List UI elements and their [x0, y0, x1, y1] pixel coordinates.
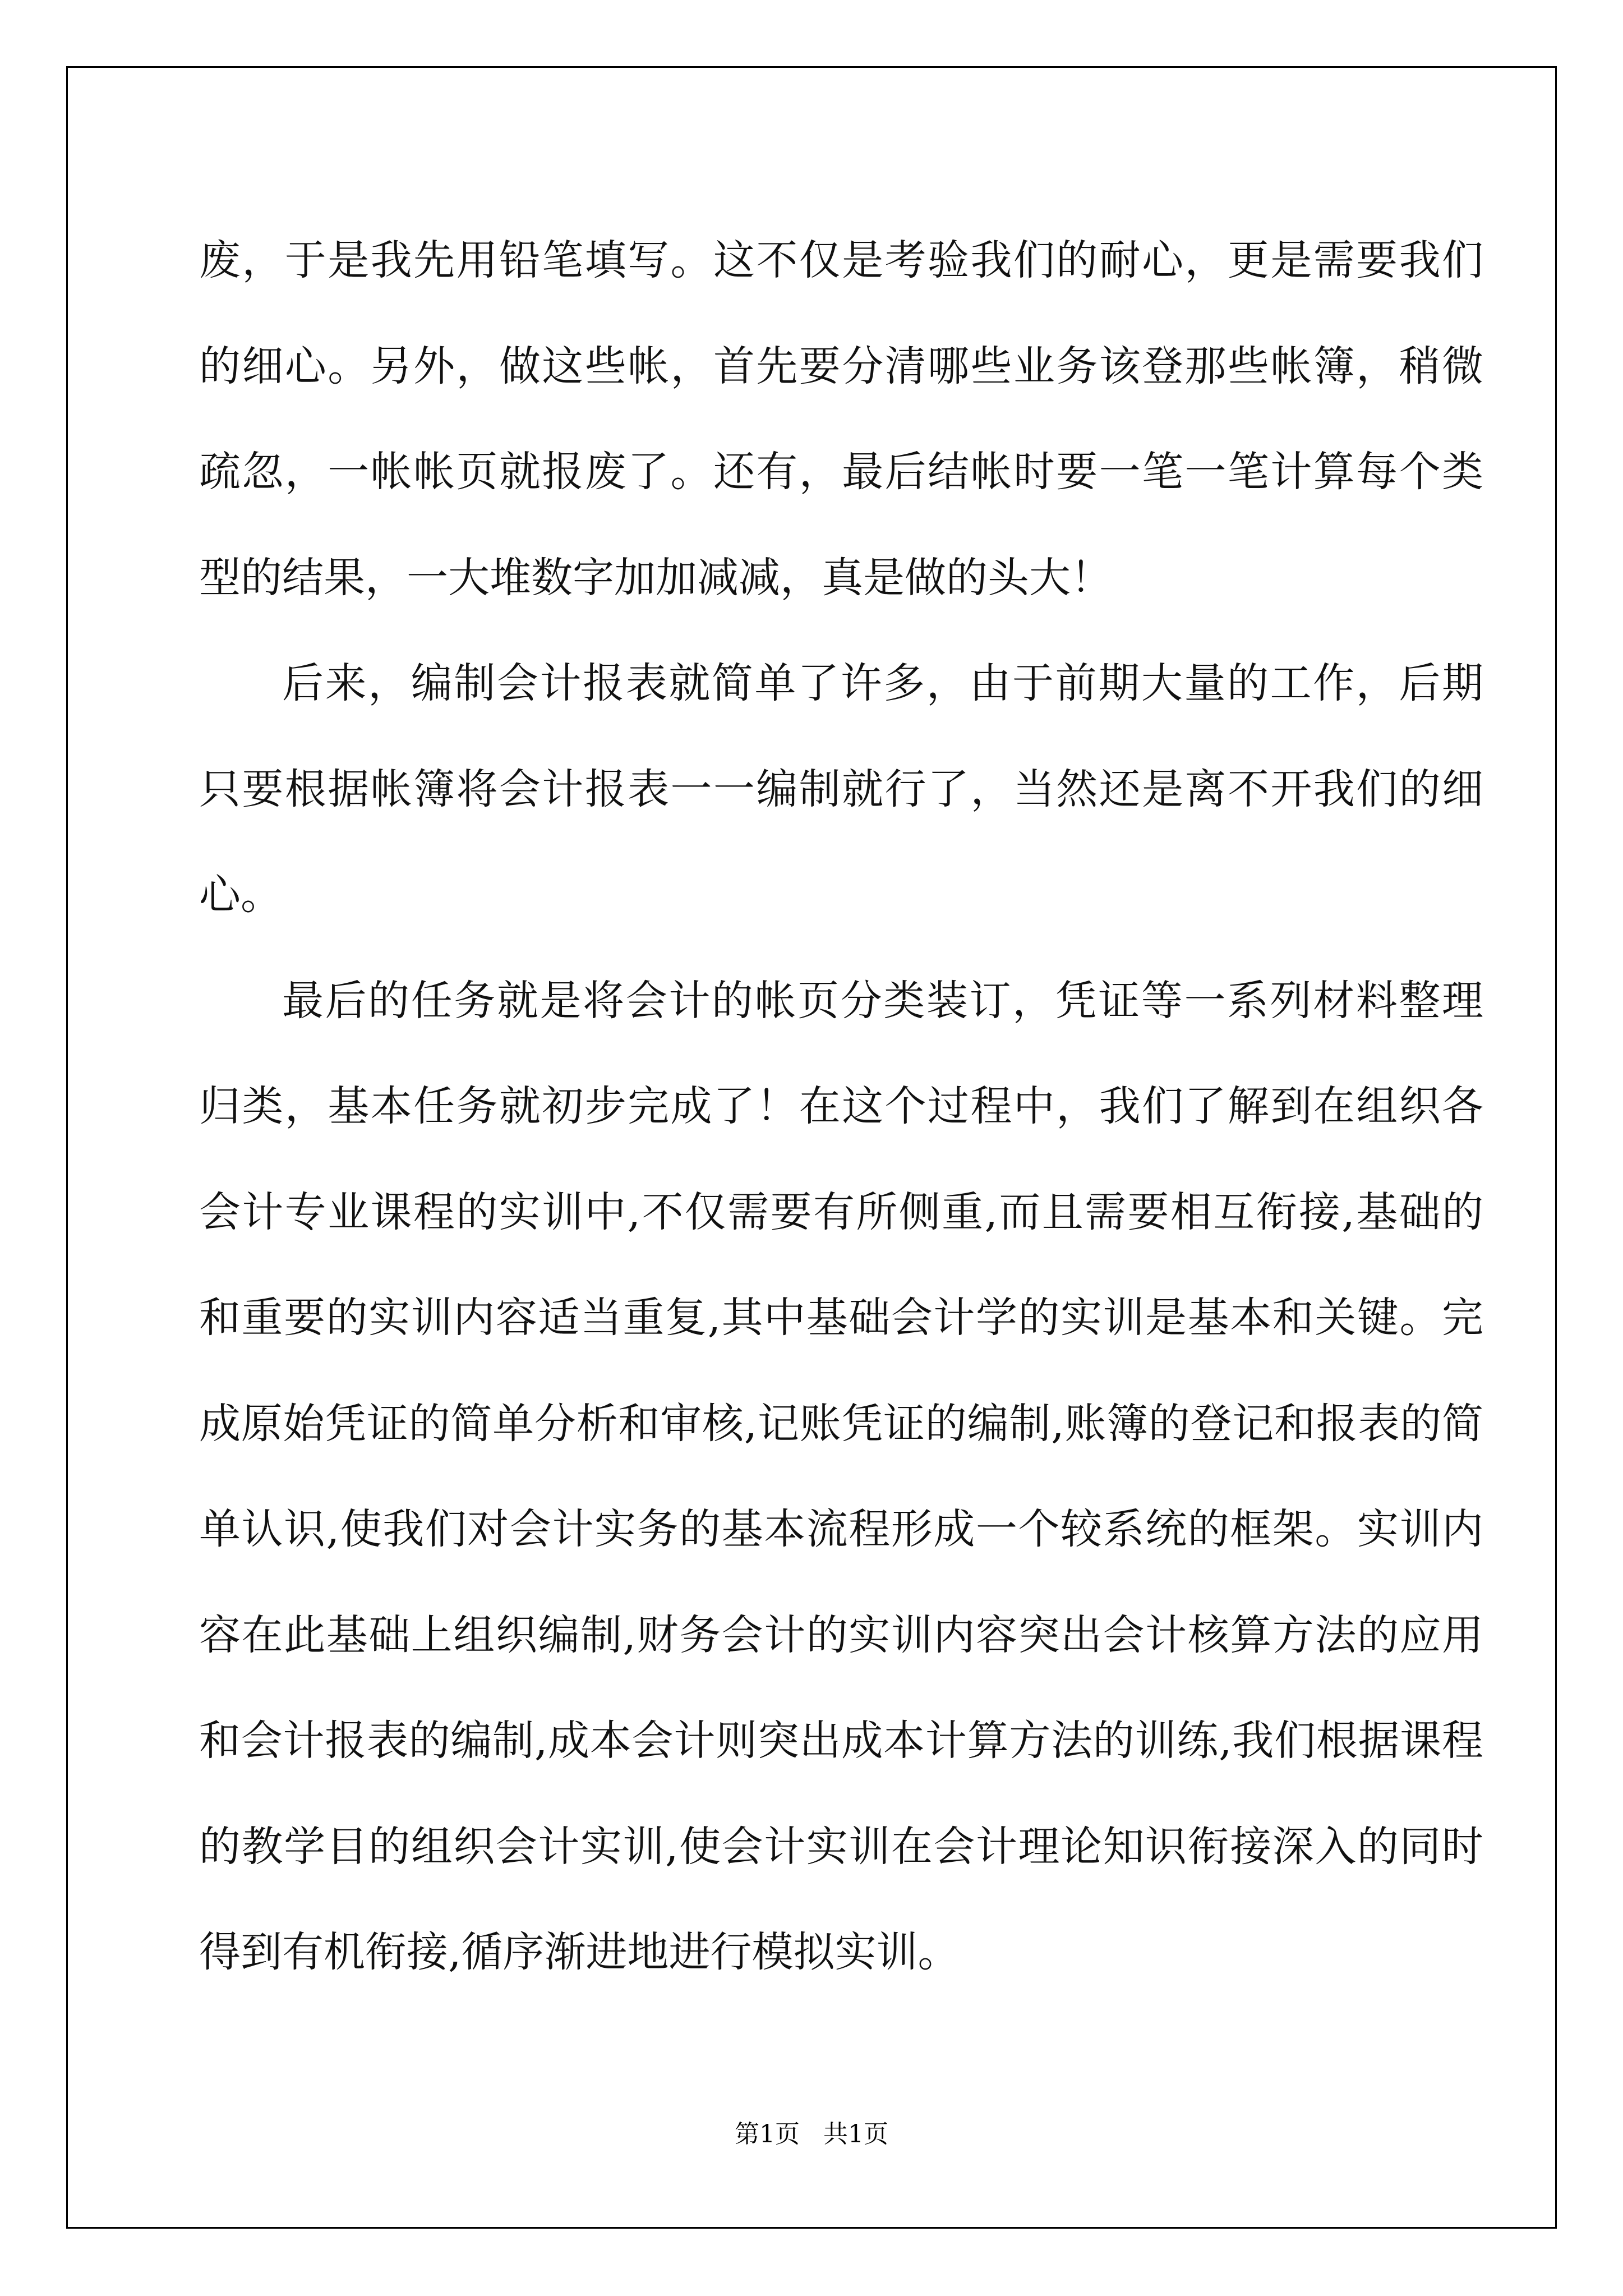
- page-total: 共1页: [823, 2120, 888, 2148]
- paragraph-2: 后来，编制会计报表就简单了许多，由于前期大量的工作，后期只要根据帐簿将会计报表一一编制就行了，当然还是离不开我们的细心。: [199, 659, 1483, 919]
- paragraph-1: 废，于是我先用铅笔填写。这不仅是考验我们的耐心，更是需要我们的细心。另外，做这些帐，首先要分清哪些业务该登那些帐簿，稍微疏忽，一帐帐页就报废了。还有，最后结帐时要一笔一笔计算每个类型的结果，一大堆数字加加减减，真是做的头大！: [199, 236, 1483, 602]
- paragraph-3: 最后的任务就是将会计的帐页分类装订，凭证等一系列材料整理归类，基本任务就初步完成了！在这个过程中，我们了解到在组织各会计专业课程的实训中,不仅需要有所侧重,而且需要相互衔接,基础的和重要的实训内容适当重复,其中基础会计学的实训是基本和关键。完成原始凭证的简单分析和审核,记账凭证的编制,账簿的登记和报表的简单认识,使我们对会计实务的基本流程形成一个较系统的框架。实训内容在此基础上组织编制,财务会计的实训内容突出会计核算方法的应用和会计报表的编制,成本会计则突出成本计算方法的训练,我们根据课程的教学目的组织会计实训,使会计实训在会计理论知识衔接深入的同时得到有机衔接,循序渐进地进行模拟实训。: [199, 976, 1483, 1976]
- document-body: [199, 208, 1483, 2005]
- page-number: 第1页: [735, 2120, 800, 2148]
- page-footer: [0, 2114, 1623, 2150]
